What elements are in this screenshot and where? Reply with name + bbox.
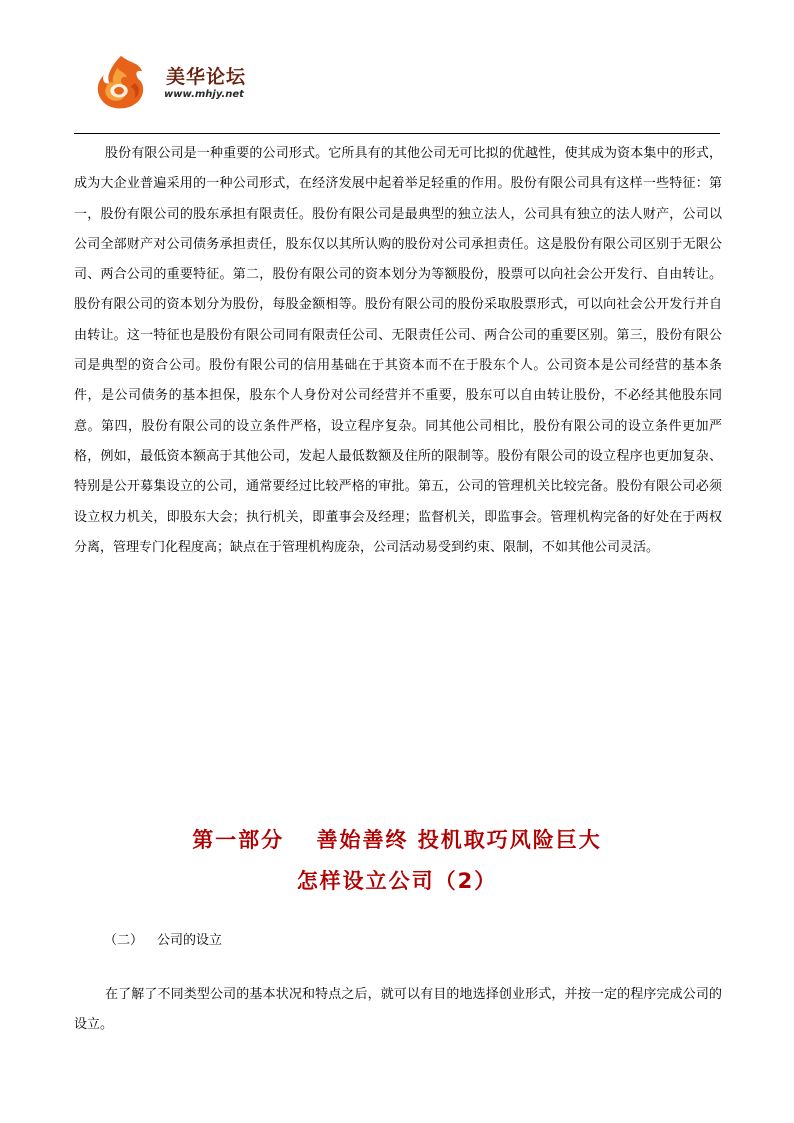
body-paragraph-1: 股份有限公司是一种重要的公司形式。它所具有的其他公司无可比拟的优越性，使其成为资本集中的形式，成为大企业普遍采用的一种公司形式，在经济发展中起着举足轻重的作用。股份有限公司具有这样一些特征：第一，股份有限公司的股东承担有限责任。股份有限公司是最典型的独立法人，公司具有独立的法人财产，公司以公司全部财产对公司债务承担责任，股东仅以其所认购的股份对公司承担责任。这是股份有限公司区别于无限公司、两合公司的重要特征。第二，股份有限公司的资本划分为等额股份，股票可以向社会公开发行、自由转让。股份有限公司的资本划分为股份，每股金额相等。股份有限公司的股份采取股票形式，可以向社会公开发行并自由转让。这一特征也是股份有限公司同有限责任公司、无限责任公司、两合公司的重要区别。第三，股份有限公司是典型的资合公司。股份有限公司的信用基础在于其资本而不在于股东个人。公司资本是公司经营的基本条件，是公司债务的基本担保，股东个人身份对公司经营并不重要，股东可以自由转让股份，不必经其他股东同意。第四，股份有限公司的设立条件严格，设立程序复杂。同其他公司相比，股份有限公司的设立条件更加严格，例如，最低资本额高于其他公司，发起人最低数额及住所的限制等。股份有限公司的设立程序也更加复杂、特别是公开募集设立的公司，通常要经过比较严格的审批。第五，公司的管理机关比较完备。股份有限公司必须设立权力机关，即股东大会；执行机关，即董事会及经理；监督机关，即监事会。管理机构完备的好处在于两权分离，管理专门化程度高；缺点在于管理机构庞杂，公司活动易受到约束、限制，不如其他公司灵活。 bbox=[74, 146, 722, 555]
subsection-title: 公司的设立 bbox=[157, 933, 223, 948]
site-header bbox=[84, 52, 724, 132]
flame-swirl-logo-icon bbox=[92, 54, 150, 112]
section-subheading: 怎样设立公司（2） bbox=[296, 869, 498, 893]
section-heading: 第一部分 善始善终 投机取巧风险巨大 bbox=[192, 828, 602, 852]
subsection-label bbox=[104, 929, 222, 948]
subsection-number: （二） bbox=[104, 933, 144, 948]
logo-url[interactable]: www.mhjy.net bbox=[164, 89, 244, 100]
header-divider bbox=[74, 133, 720, 134]
logo-title: 美华论坛 bbox=[166, 66, 247, 88]
body-paragraph-2: 在了解了不同类型公司的基本状况和特点之后，就可以有目的地选择创业形式，并按一定的程序完成公司的设立。 bbox=[74, 987, 722, 1033]
